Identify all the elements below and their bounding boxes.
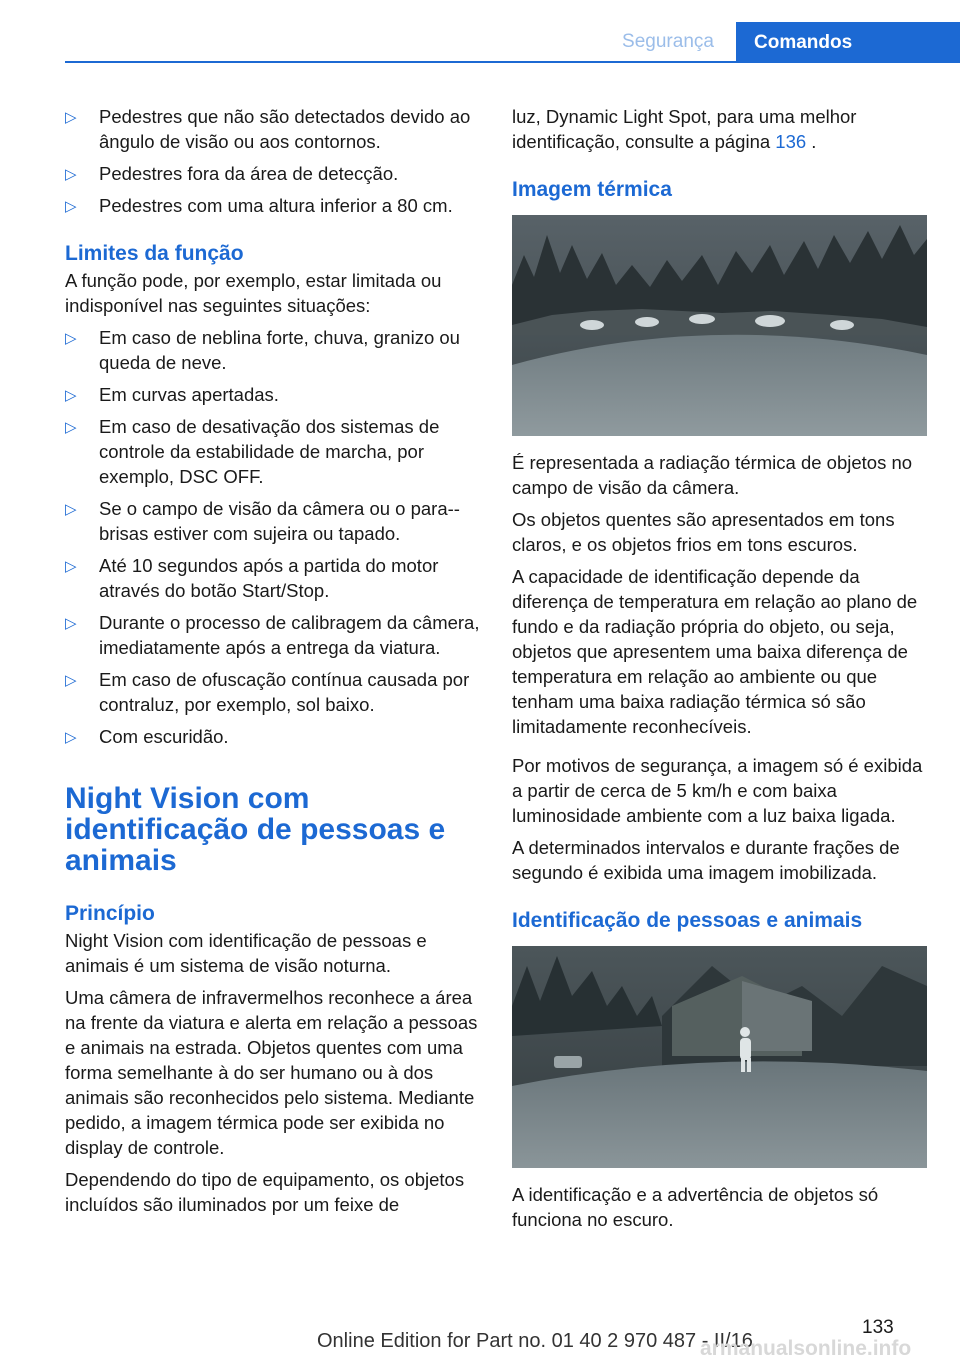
watermark: armanualsonline.info	[700, 1337, 912, 1360]
edition-footer: Online Edition for Part no. 01 40 2 970 487 - II/16	[317, 1330, 753, 1352]
principle-paragraph-3: Dependendo do tipo de equipamento, os objetos incluídos são iluminados por um feixe de	[65, 1169, 465, 1215]
thermal-paragraph-2: Os objetos quentes são apresentados em tons claros, e os objetos frios em tons escuros.	[512, 509, 895, 555]
page-link[interactable]: 136	[775, 131, 807, 152]
list-item: ▷ Com escuridão.	[65, 724, 480, 749]
identification-heading: Identificação de pessoas e animais	[512, 909, 863, 932]
triangle-right-outline-icon: ▷	[65, 729, 77, 746]
triangle-right-outline-icon: ▷	[65, 198, 77, 215]
principle-paragraph-2: Uma câmera de infravermelhos reconhece a área na frente da viatura e alerta em relação a pessoas e animais na estrada. Objetos quentes com uma forma semelhante à do ser humano ou à dos animais são reconhecidos pelo sistema. Mediante pedido, a imagem térmica pode ser exibida no display de controle.	[65, 987, 478, 1158]
list-item: ▷ Pedestres fora da área de detecção.	[65, 161, 480, 186]
list-item: ▷ Até 10 segundos após a partida do motor através do botão Start/Stop.	[65, 555, 439, 601]
thermal-paragraph-5: A determinados intervalos e durante frações de segundo é exibida uma imagem imobilizada.	[512, 837, 900, 883]
thermal-heading: Imagem térmica	[512, 178, 672, 201]
section-heading: Night Vision com identificação de pessoas e animais	[65, 782, 446, 877]
triangle-right-outline-icon: ▷	[65, 672, 77, 689]
limits-heading: Limites da função	[65, 242, 244, 265]
thermal-image-pedestrian	[512, 946, 927, 1168]
list-item: ▷ Em caso de neblina forte, chuva, granizo ou queda de neve.	[65, 327, 460, 373]
list-item: ▷ Em caso de ofuscação contínua causada por contraluz, por exemplo, sol baixo.	[65, 669, 470, 715]
list-item: ▷ Em caso de desativação dos sistemas de controle da estabilidade de marcha, por exemplo, DSC OFF.	[65, 416, 440, 487]
tab-seguranca[interactable]: Segurança	[622, 31, 714, 52]
left-column	[65, 104, 480, 1224]
triangle-right-outline-icon: ▷	[65, 501, 77, 518]
page-number: 133	[862, 1317, 894, 1338]
list-item: ▷ Em curvas apertadas.	[65, 382, 480, 407]
triangle-right-outline-icon: ▷	[65, 615, 77, 632]
triangle-right-outline-icon: ▷	[65, 109, 77, 126]
triangle-right-outline-icon: ▷	[65, 558, 77, 575]
list-item: ▷ Se o campo de visão da câmera ou o para--brisas estiver com sujeira ou tapado.	[65, 498, 460, 544]
list-item: ▷ Pedestres com uma altura inferior a 80 cm.	[65, 193, 480, 218]
triangle-right-outline-icon: ▷	[65, 387, 77, 404]
thermal-image-animals	[512, 215, 927, 436]
triangle-right-outline-icon: ▷	[65, 419, 77, 436]
right-column	[512, 104, 932, 1239]
thermal-paragraph-1: É representada a radiação térmica de objetos no campo de visão da câmera.	[512, 452, 913, 498]
bullet-list-limits	[65, 325, 480, 749]
thermal-paragraph-4: Por motivos de segurança, a imagem só é exibida a partir de cerca de 5 km/h e com baixa luminosidade ambiente com a luz baixa ligada.	[512, 755, 923, 826]
principle-heading: Princípio	[65, 902, 155, 925]
bullet-list-pedestrians	[65, 104, 480, 218]
identification-paragraph-1: A identificação e a advertência de objetos só funciona no escuro.	[512, 1184, 879, 1230]
list-item: ▷ Pedestres que não são detectados devido ao ângulo de visão ou aos contornos.	[65, 106, 471, 152]
triangle-right-outline-icon: ▷	[65, 330, 77, 347]
thermal-paragraph-3: A capacidade de identificação depende da diferença de temperatura em relação ao plano de fundo e da radiação própria do objeto, ou seja, objetos que apresentem uma baixa diferença de temperatura em relação ao ambiente ou que tenham uma baixa radiação térmica só são limitadamente reconhecíveis.	[512, 566, 918, 737]
limits-intro: A função pode, por exemplo, estar limitada ou indisponível nas seguintes situações:	[65, 270, 442, 316]
principle-paragraph-1: Night Vision com identificação de pessoas e animais é um sistema de visão noturna.	[65, 930, 427, 976]
triangle-right-outline-icon: ▷	[65, 166, 77, 183]
list-item: ▷ Durante o processo de calibragem da câmera, imediatamente após a entrega da viatura.	[65, 612, 480, 658]
continued-paragraph: luz, Dynamic Light Spot, para uma melhor identificação, consulte a página 136 .	[512, 106, 857, 152]
tab-comandos[interactable]: Comandos	[736, 22, 960, 63]
